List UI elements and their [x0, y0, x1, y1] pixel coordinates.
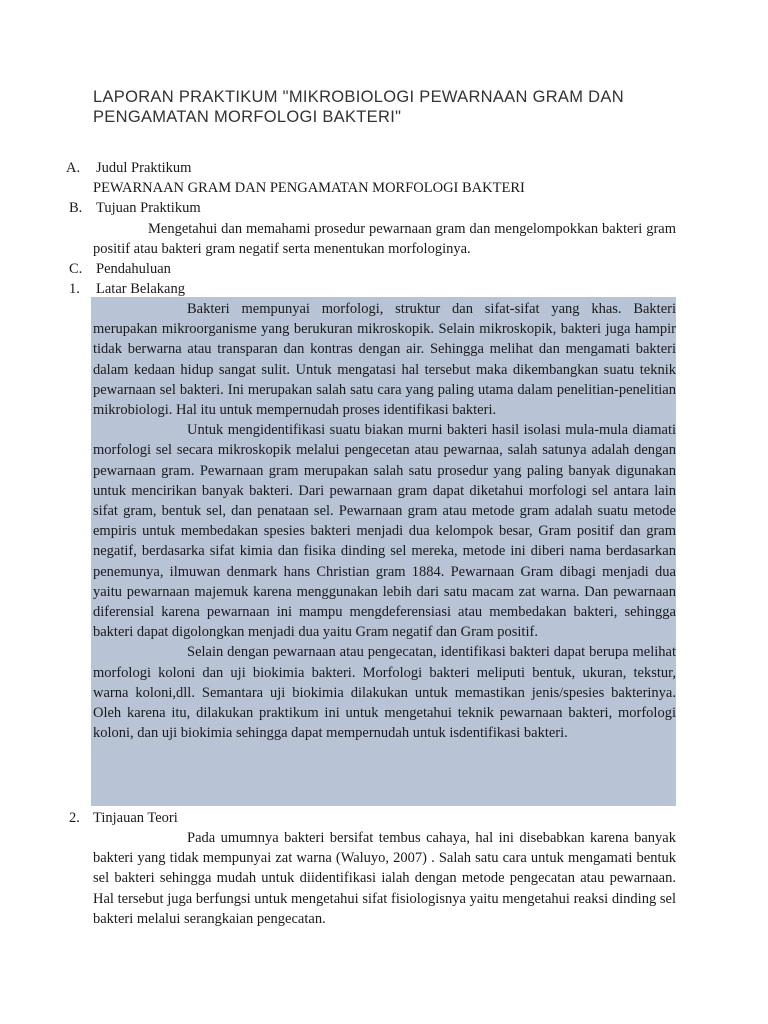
- section-a-label: Judul Praktikum: [96, 160, 192, 176]
- section-b-text: Mengetahui dan memahami prosedur pewarnaan gram dan mengelompokkan bakteri gram positif atau bakteri gram negatif serta menentukan morfologinya.: [93, 221, 676, 258]
- section-a-marker: A.: [66, 160, 81, 176]
- subsection-1-label: Latar Belakang: [96, 281, 185, 297]
- section-c-label: Pendahuluan: [96, 261, 171, 277]
- paragraph: Bakteri mempunyai morfologi, struktur dan sifat-sifat yang khas. Bakteri merupakan mikroorganisme yang berukuran mikroskopik. Selain mikroskopik, bakteri juga hampir tidak berwarna atau transparan dan kontras dengan air. Sehingga melihat dan mengamati bakteri dalam kedaan hidup sangat sulit. Untuk mengatasi hal tersebut maka dikembangkan suatu teknik pewarnaan sel bakteri. Ini merupakan salah satu cara yang paling utama dalam penelitian-penelitian mikrobiologi. Hal itu untuk mempernudah proses identifikasi bakteri.: [93, 301, 676, 419]
- paragraph: Pada umumnya bakteri bersifat tembus cahaya, hal ini disebabkan karena banyak bakteri yang tidak mempunyai zat warna (Waluyo, 2007) . Salah satu cara untuk mengamati bentuk sel bakteri sehingga mudah untuk diidentifikasi ialah dengan metode pengecatan atau pewarnaan. Hal tersebut juga berfungsi untuk mengetahui sifat fisiologisnya yaitu mengetahui reaksi dinding sel bakteri melalui serangkaian pengecatan.: [93, 830, 676, 927]
- paragraph: Selain dengan pewarnaan atau pengecatan, identifikasi bakteri dapat berupa melihat morfologi koloni dan uji biokimia bakteri. Morfologi bakteri meliputi bentuk, ukuran, tekstur, warna koloni,dll. Semantara uji biokimia dilakukan untuk memastikan jenis/spesies bakterinya. Oleh karena itu, dilakukan praktikum ini untuk mengetahui teknik pewarnaan bakteri, morfologi koloni, dan uji biokimia sehingga dapat mempernudah untuk isdentifikasi bakteri.: [93, 644, 676, 742]
- section-a-value: PEWARNAAN GRAM DAN PENGAMATAN MORFOLOGI BAKTERI: [93, 180, 525, 196]
- document-title: LAPORAN PRAKTIKUM "MIKROBIOLOGI PEWARNAAN GRAM DAN PENGAMATAN MORFOLOGI BAKTERI": [93, 88, 624, 126]
- tinjauan-teori-body: [93, 828, 676, 929]
- section-b-marker: B.: [69, 200, 83, 216]
- subsection-2-label: Tinjauan Teori: [93, 810, 178, 826]
- section-b-label: Tujuan Praktikum: [96, 200, 201, 216]
- subsection-2-marker: 2.: [69, 810, 80, 826]
- subsection-1-marker: 1.: [69, 281, 80, 297]
- paragraph: Untuk mengidentifikasi suatu biakan murni bakteri hasil isolasi mula-mula diamati morfologi sel secara mikroskopik melalui pengecetan atau pewarnaa, salah satunya adalah dengan pewarnaan gram. Pewarnaan gram merupakan salah satu prosedur yang paling banyak digunakan untuk mencirikan banyak bakteri. Dari pewarnaan gram dapat diketahui morfologi sel antara lain sifat gram, bentuk sel, dan penataan sel. Pewarnaan gram atau metode gram adalah suatu metode empiris untuk membedakan spesies bakteri menjadi dua kelompok besar, Gram positif dan gram negatif, berdasarka sifat kimia dan fisika dinding sel mereka, metode ini diberi nama berdasarkan penemunya, ilmuwan denmark hans Christian gram 1884. Pewarnaan Gram dibagi menjadi dua yaitu pewarnaan majemuk karena menggunakan lebih dari satu macam zat warna. Dan pewarnaan diferensial karena pewarnaan ini mampu mengdeferensiasi atau membedakan bakteri, sehingga bakteri dapat digolongkan menjadi dua yaitu Gram negatif dan Gram positif.: [93, 422, 676, 641]
- latar-belakang-body: [93, 299, 676, 743]
- section-c-marker: C.: [69, 261, 83, 277]
